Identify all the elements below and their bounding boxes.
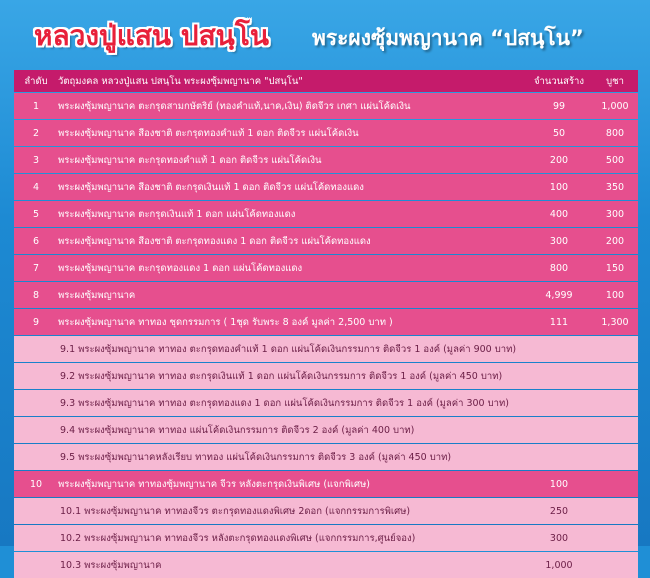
table-subrow (14, 363, 638, 389)
row-price: 1,300 (601, 316, 629, 328)
row-item-description: 9.4 พระผงซุ้มพญานาค ทาทอง แผ่นโค้ดเงินกรรมการ ติดจีวร 2 องค์ (มูลค่า 400 บาท) (60, 424, 415, 436)
row-number: 7 (32, 262, 40, 274)
row-price (592, 417, 638, 443)
table-row (14, 201, 638, 227)
row-price: 300 (605, 208, 625, 220)
header-banner (0, 0, 650, 66)
row-item-description: พระผงซุ้มพญานาค สีองชาติ ตะกรุดทองคำแท้ 1 ดอก ติดจีวร แผ่นโค้ดเงิน (58, 127, 359, 139)
row-price: 500 (605, 154, 625, 166)
row-quantity (529, 390, 589, 416)
row-price (592, 363, 638, 389)
row-number (14, 390, 58, 416)
row-quantity: 400 (549, 208, 569, 220)
row-quantity: 50 (552, 127, 566, 139)
page-title: หลวงปู่แสน ปสนฺโน (34, 19, 269, 52)
row-quantity: 4,999 (545, 289, 573, 301)
row-number: 4 (32, 181, 40, 193)
row-item-description: พระผงซุ้มพญานาค สีองชาติ ตะกรุดเงินแท้ 1 ดอก ติดจีวร แผ่นโค้ดทองแดง (58, 181, 364, 193)
row-quantity: 300 (549, 532, 569, 544)
table-header-row (14, 70, 638, 92)
row-item-description: 10.2 พระผงซุ้มพญานาค ทาทองจีวร หลังตะกรุดทองแดงพิเศษ (แจกกรรมการ,ศูนย์จอง) (60, 532, 416, 544)
row-number: 1 (32, 100, 40, 112)
table-subrow (14, 552, 638, 578)
row-item-description: พระผงซุ้มพญานาค สีองชาติ ตะกรุดทองแดง 1 ดอก ติดจีวร แผ่นโค้ดทองแดง (58, 235, 371, 247)
row-quantity: 300 (549, 235, 569, 247)
row-number (14, 336, 58, 362)
row-number (14, 552, 58, 578)
row-price (592, 552, 638, 578)
row-quantity: 100 (549, 478, 569, 490)
table-subrow (14, 417, 638, 443)
table-row (14, 255, 638, 281)
table-subrow (14, 390, 638, 416)
row-price (592, 336, 638, 362)
row-number (14, 363, 58, 389)
table-subrow (14, 444, 638, 470)
amulet-price-table (14, 70, 638, 571)
row-quantity (529, 363, 589, 389)
row-quantity: 100 (549, 181, 569, 193)
table-row (14, 93, 638, 119)
row-quantity: 250 (549, 505, 569, 517)
row-quantity: 99 (552, 100, 566, 112)
row-price: 200 (605, 235, 625, 247)
row-number: 5 (32, 208, 40, 220)
table-row (14, 282, 638, 308)
table-body (14, 93, 638, 578)
row-price (592, 498, 638, 524)
column-header-price: บูชา (606, 75, 624, 87)
row-price: 800 (605, 127, 625, 139)
row-quantity (529, 336, 589, 362)
row-number: 2 (32, 127, 40, 139)
row-quantity (529, 417, 589, 443)
row-quantity: 1,000 (545, 559, 573, 571)
table-row (14, 147, 638, 173)
row-number: 8 (32, 289, 40, 301)
column-header-quantity: จำนวนสร้าง (533, 75, 585, 87)
row-item-description: พระผงซุ้มพญานาค ตะกรุดเงินแท้ 1 ดอก แผ่นโค้ดทองแดง (58, 208, 296, 220)
row-item-description: พระผงซุ้มพญานาค ทาทองซุ้มพญานาค จีวร หลังตะกรุดเงินพิเศษ (แจกพิเศษ) (58, 478, 370, 490)
table-row (14, 471, 638, 497)
row-price: 1,000 (601, 100, 629, 112)
row-item-description: พระผงซุ้มพญานาค ตะกรุดทองคำแท้ 1 ดอก ติดจีวร แผ่นโค้ดเงิน (58, 154, 322, 166)
row-number (14, 498, 58, 524)
row-number (14, 525, 58, 551)
row-quantity: 111 (549, 316, 569, 328)
table-row (14, 309, 638, 335)
table-row (14, 228, 638, 254)
row-item-description: พระผงซุ้มพญานาค (58, 289, 136, 301)
row-number: 6 (32, 235, 40, 247)
row-quantity: 200 (549, 154, 569, 166)
row-quantity (529, 444, 589, 470)
column-header-no: ลำดับ (24, 75, 48, 87)
row-price (592, 471, 638, 497)
row-price (592, 444, 638, 470)
row-item-description: 9.3 พระผงซุ้มพญานาค ทาทอง ตะกรุดทองแดง 1 ดอก แผ่นโค้ดเงินกรรมการ ติดจีวร 1 องค์ (มูลค่า 300 บาท) (60, 397, 509, 409)
row-item-description: 10.3 พระผงซุ้มพญานาค (60, 559, 162, 571)
row-number: 9 (32, 316, 40, 328)
row-item-description: 10.1 พระผงซุ้มพญานาค ทาทองจีวร ตะกรุดทองแดงพิเศษ 2ดอก (แจกกรรมการพิเศษ) (60, 505, 411, 517)
row-number (14, 444, 58, 470)
table-subrow (14, 336, 638, 362)
row-number: 3 (32, 154, 40, 166)
row-item-description: 9.2 พระผงซุ้มพญานาค ทาทอง ตะกรุดเงินแท้ 1 ดอก แผ่นโค้ดเงินกรรมการ ติดจีวร 1 องค์ (มูลค่า 450 บาท) (60, 370, 503, 382)
row-price: 150 (605, 262, 625, 274)
table-subrow (14, 498, 638, 524)
row-item-description: พระผงซุ้มพญานาค ทาทอง ชุดกรรมการ ( 1ชุด รับพระ 8 องค์ มูลค่า 2,500 บาท ) (58, 316, 393, 328)
row-item-description: 9.1 พระผงซุ้มพญานาค ทาทอง ตะกรุดทองคำแท้ 1 ดอก แผ่นโค้ดเงินกรรมการ ติดจีวร 1 องค์ (มูลค่า 900 บาท) (60, 343, 517, 355)
row-number: 10 (29, 478, 43, 490)
row-number (14, 417, 58, 443)
row-item-description: พระผงซุ้มพญานาค ตะกรุดทองแดง 1 ดอก แผ่นโค้ดทองแดง (58, 262, 303, 274)
row-price: 350 (605, 181, 625, 193)
row-price: 100 (605, 289, 625, 301)
table-row (14, 174, 638, 200)
page-subtitle: พระผงซุ้มพญานาค “ปสนฺโน” (312, 26, 584, 50)
table-subrow (14, 525, 638, 551)
column-header-item: วัตถุมงคล หลวงปู่แสน ปสนฺโน พระผงซุ้มพญานาค "ปสนฺโน" (58, 75, 303, 87)
row-price (592, 525, 638, 551)
row-price (592, 390, 638, 416)
row-item-description: 9.5 พระผงซุ้มพญานาคหลังเรียบ ทาทอง แผ่นโค้ดเงินกรรมการ ติดจีวร 3 องค์ (มูลค่า 450 บาท) (60, 451, 452, 463)
row-quantity: 800 (549, 262, 569, 274)
row-item-description: พระผงซุ้มพญานาค ตะกรุดสามกษัตริย์ (ทองคำแท้,นาค,เงิน) ติดจีวร เกศา แผ่นโค้ดเงิน (58, 100, 411, 112)
table-row (14, 120, 638, 146)
